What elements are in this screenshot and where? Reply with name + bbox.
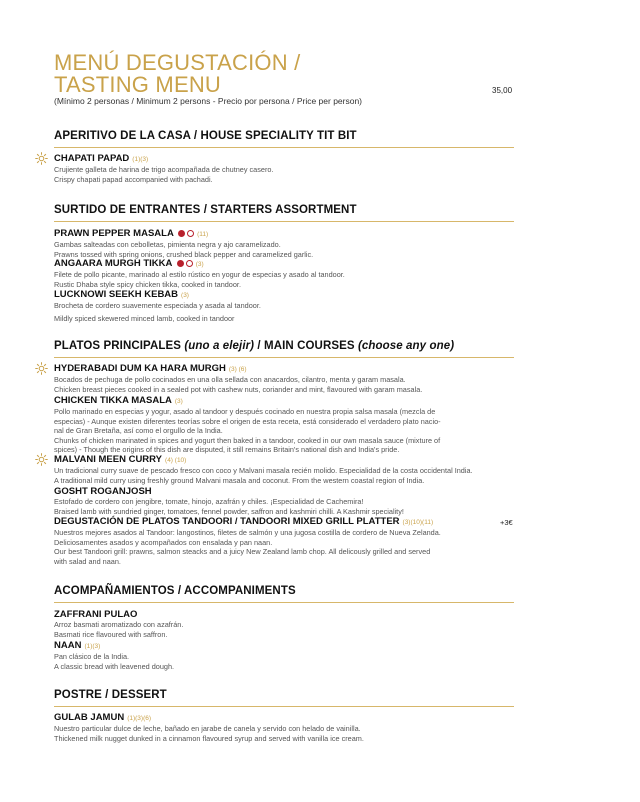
menu-item-tandoori [54,516,499,566]
desc-es: nal de Gran Bretaña, así como el orgullo de la India. [54,426,223,435]
desc-es: Pan clásico de la India. [54,652,130,661]
section-principales [54,340,514,358]
desc-en: Prawns tossed with spring onions, crushed black pepper and caramelized garlic. [54,249,314,259]
menu-item-naan [54,640,499,671]
item-name: GULAB JAMUN [54,712,125,723]
desc-en: Crispy chapati papad accompanied with pachadi. [54,174,213,184]
section-acompanamientos [54,585,514,603]
sun-star-icon [35,453,48,466]
chili-ring-icon [187,230,194,237]
section-postre [54,689,514,707]
allergen-codes: (3) [174,398,183,405]
menu-item-roganjosh [54,486,499,516]
desc-en: Our best Tandoori grill: prawns, salmon steacks and a juicy New Zealand lamb chop. All delicously grilled and served [54,547,431,556]
section-title-note: (uno a elejir) [184,340,255,352]
section-divider [54,357,514,358]
item-name: HYDERABADI DUM KA HARA MURGH [54,363,226,374]
desc-es: Estofado de cordero con jengibre, tomate, hinojo, azafrán y chiles. ¡Especialidad de Cachemira! [54,497,364,506]
item-name: MALVANI MEEN CURRY [54,454,163,465]
desc-en: Braised lamb with sundried ginger, tomatoes, fennel powder, saffron and kashmiri chilli. A Kashmir speciality! [54,506,404,516]
desc-en: Thickened milk nugget dunked in a cinnamon flavoured syrup and served with vanilla ice cream. [54,733,364,743]
desc-es: Bocados de pechuga de pollo cocinados en una olla sellada con anacardos, cilantro, menta y garam masala. [54,375,406,384]
allergen-codes: (1)(3)(6) [127,715,152,722]
section-title: SURTIDO DE ENTRANTES / STARTERS ASSORTMENT [54,204,357,216]
desc-es: Nuestro particular dulce de leche, bañado en jarabe de canela y servido con helado de vainilla. [54,724,361,733]
desc-es: especias) - Aunque existen diferentes teorías sobre el origen de esta receta, está considerado el verdadero plato nacio- [54,416,441,426]
desc-en: Mildly spiced skewered minced lamb, cooked in tandoor [54,313,235,323]
section-title-part: PLATOS PRINCIPALES [54,340,185,352]
desc-es: Arroz basmati aromatizado con azafrán. [54,620,184,629]
desc-es: Filete de pollo picante, marinado al estilo rústico en yogur de especias y asado al tandoor. [54,270,345,279]
section-title-note: (choose any one) [357,340,455,352]
desc-es: Crujiente galleta de harina de trigo acompañada de chutney casero. [54,165,274,174]
item-name: ZAFFRANI PULAO [54,609,138,620]
page-subtitle: (Mínimo 2 personas / Minimum 2 persons - Precio por persona / Price per person) [54,96,363,106]
desc-en: A traditional mild curry using freshly ground Malvani masala and coconut. From the western coastal region of India. [54,475,425,485]
allergen-codes: (3) [195,261,204,268]
allergen-codes: (11) [197,231,209,238]
allergen-codes: (3) [181,292,189,299]
desc-es: Gambas salteadas con cebolletas, pimienta negra y ajo caramelizado. [54,240,281,249]
section-title-part: / MAIN COURSES [254,340,358,352]
sun-star-icon [35,362,48,375]
section-divider [54,602,514,603]
item-name: LUCKNOWI SEEKH KEBAB [54,289,179,300]
menu-item-prawn [54,228,499,259]
chili-ring-icon [186,260,193,267]
item-name: NAAN [54,640,82,651]
section-aperitivo [54,130,514,148]
desc-en: Chicken breast pieces cooked in a sealed pot with cashew nuts, coriander and mint, flavoured with garam masala. [54,384,423,394]
desc-en: Rustic Dhaba style spicy chicken tikka, cooked in tandoor. [54,279,241,289]
allergen-codes: (1)(3) [84,643,101,650]
desc-en: A classic bread with leavened dough. [54,661,175,671]
section-title: POSTRE / DESSERT [54,689,167,701]
desc-es: Un tradicional curry suave de pescado fresco con coco y Malvani masala recién molido. Especialidad de la costa occidental India. [54,466,473,475]
item-name: PRAWN PEPPER MASALA [54,228,174,239]
menu-item-seekh [54,289,499,323]
desc-en: with salad and naan. [54,556,121,566]
menu-item-chapati [54,153,499,184]
section-title: APERITIVO DE LA CASA / HOUSE SPECIALITY TIT BIT [54,130,357,142]
section-divider [54,147,514,148]
section-title [54,340,514,352]
title-line-1: MENÚ DEGUSTACIÓN / [54,50,301,75]
item-name: CHICKEN TIKKA MASALA [54,395,172,406]
menu-item-biryani [54,363,499,394]
menu-item-pulao [54,609,499,639]
menu-item-tikka-masala [54,395,499,455]
allergen-codes: (3) (6) [228,366,247,373]
chili-dot-icon [177,260,184,267]
page-title [54,52,494,96]
sun-star-icon [35,152,48,165]
desc-en: Chunks of chicken marinated in spices and yogurt then baked in a tandoor, cooked in our own masala sauce (mixture of [54,435,441,445]
menu-item-malvani [54,454,499,485]
allergen-codes: (4) (10) [165,457,187,464]
chili-dot-icon [178,230,185,237]
desc-es: Pollo marinado en especias y yogur, asado al tandoor y después cocinado en nuestra propia salsa masala (mezcla de [54,407,436,416]
menu-price: 35,00 [492,86,513,95]
allergen-codes: (3)(10)(11) [402,519,434,526]
item-name: GOSHT ROGANJOSH [54,486,152,497]
section-divider [54,706,514,707]
section-entrantes [54,204,514,222]
menu-item-gulab-jamun [54,712,499,743]
title-line-2: TASTING MENU [54,72,221,97]
menu-item-angaara [54,258,499,289]
desc-es: Brocheta de cordero suavemente especiada y asada al tandoor. [54,301,261,310]
item-name: ANGAARA MURGH TIKKA [54,258,173,269]
extra-charge: +3€ [500,518,513,527]
item-name: CHAPATI PAPAD [54,153,130,164]
desc-es: Deliciosamentes asados y acompañados con ensalada y pan naan. [54,537,273,547]
desc-es: Nuestros mejores asados al Tandoor: langostinos, filetes de salmón y una jugosa costilla de cordero de Nueva Zelanda. [54,528,441,537]
allergen-codes: (1)(3) [132,156,149,163]
desc-en: Basmati rice flavoured with saffron. [54,629,168,639]
desc-en: spices) - Though the origins of this dish are disputed, it still remains Britain's national dish and India's pride. [54,445,400,454]
section-title: ACOMPAÑAMIENTOS / ACCOMPANIMENTS [54,585,296,597]
item-name: DEGUSTACIÓN DE PLATOS TANDOORI / TANDOORI MIXED GRILL PLATTER [54,516,400,527]
section-divider [54,221,514,222]
